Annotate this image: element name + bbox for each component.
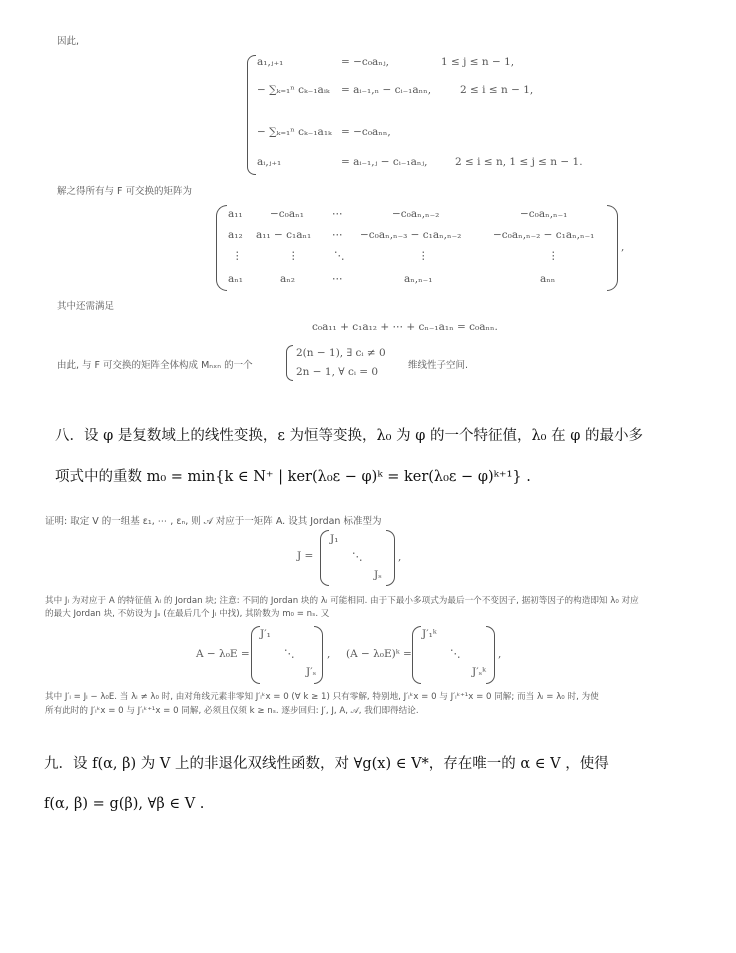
jordan-entry: Jₛ [374,569,382,581]
proof-8-para-2-line-1: 其中 Jᵢ 为对应于 A 的特征值 λᵢ 的 Jordan 块; 注意: 不同的 Jordan 块的 λᵢ 可能相同. 由于下最小多项式为最后一个不变因子, 据初等因子的构造即知 λ₀ 对应 [45,596,639,606]
matrix-cell: ⋮ [232,250,243,262]
eq-ak-lhs: (A − λ₀E)ᵏ = [346,648,412,660]
system-row-1-rhs: = −c₀aₙⱼ, [341,56,389,68]
problem-9-line-1: 九．设 f(α, β) 为 V 上的非退化双线性函数，对 ∀g(x) ∈ V*，存在唯一的 α ∈ V ，使得 [44,756,609,772]
system-row-3-rhs: = −c₀aₙₙ, [341,126,391,138]
eq-ak-left-paren [412,626,421,684]
system-row-2-rhs: = aᵢ₋₁,ₙ − cᵢ₋₁aₙₙ, [341,84,432,96]
system-row-3-lhs: − ∑ₖ₌₁ⁿ cₖ₋₁a₁ₖ [257,126,332,138]
problem-8-line-1: 八．设 φ 是复数域上的线性变换，ε 为恒等变换，λ₀ 为 φ 的一个特征值，λ₀ 在 φ 的最小多 [55,428,643,444]
matrix-cell: a₁₁ − c₁aₙ₁ [256,229,312,241]
dimension-case-1: 2(n − 1), ∃ cᵢ ≠ 0 [296,347,386,359]
matrix-cell: aₙ,ₙ₋₁ [404,273,433,285]
proof-8-para-3-line-1: 其中 J′ᵢ = Jᵢ − λ₀E. 当 λᵢ ≠ λ₀ 时, 由对角线元素非零知 J′ᵢᵏx = 0 (∀ k ≥ 1) 只有零解, 特别地, J′ᵢᵏx = 0 与 J′ᵢᵏ⁺¹x = 0 同解; 而当 λᵢ = λ₀ 时, 为使 [45,692,599,702]
matrix-cell: −c₀aₙ,ₙ₋₁ [520,208,568,220]
dimension-prefix: 由此, 与 F 可交换的矩阵全体构成 Mₙₓₙ 的一个 [57,360,253,371]
eq-ak-right-paren [486,626,495,684]
jordan-left-paren [320,530,329,586]
system-brace [247,55,256,175]
matrix-left-paren [216,205,227,291]
matrix-cell: aₙₙ [540,273,556,285]
system-row-2-lhs: − ∑ₖ₌₁ⁿ cₖ₋₁aᵢₖ [257,84,330,96]
system-row-4-rhs: = aᵢ₋₁,ⱼ − cᵢ₋₁aₙⱼ, [341,156,428,168]
matrix-cell: ⋮ [418,250,429,262]
matrix-right-paren [607,205,618,291]
eq-ak-entry: J′₁ᵏ [422,628,437,640]
jordan-entry: ⋱ [352,551,363,563]
matrix-cell: aₙ₁ [228,273,244,285]
extra-condition-text: 其中还需满足 [57,301,115,312]
jordan-lhs: J = [297,550,314,562]
eq-a-sep: , [327,648,331,660]
matrix-cell: a₁₂ [228,229,243,241]
jordan-tail: , [398,551,402,563]
dimension-suffix: 维线性子空间. [408,360,469,371]
matrix-cell: −c₀aₙ₁ [270,208,304,220]
matrix-cell: aₙ₂ [280,273,296,285]
proof-8-para-2-line-2: 的最大 Jordan 块, 不妨设为 Jₛ (在最后几个 Jᵢ 中找), 其阶数为 m₀ = nₛ. 又 [45,609,330,619]
eq-a-lhs: A − λ₀E = [196,648,250,660]
matrix-cell: −c₀aₙ,ₙ₋₃ − c₁aₙ,ₙ₋₂ [360,229,462,241]
matrix-cell: a₁₁ [228,208,243,220]
eq-a-entry: J′ₛ [306,666,317,678]
solve-text: 解之得所有与 F 可交换的矩阵为 [57,186,193,197]
proof-8-para-3-line-2: 所有此时的 J′ᵢᵏx = 0 与 J′ᵢᵏ⁺¹x = 0 同解, 必须且仅须 k ≥ nₛ. 逐步回归: J′, J, A, 𝒜, 我们即得结论. [45,706,419,716]
matrix-cell: ⋱ [334,250,345,262]
problem-9-line-2: f(α, β) = g(β), ∀β ∈ V . [44,796,205,812]
jordan-right-paren [386,530,395,586]
matrix-cell: ⋯ [332,273,343,285]
matrix-cell: ⋯ [332,229,343,241]
system-row-2-cond: 2 ≤ i ≤ n − 1, [460,84,534,96]
matrix-tail: , [621,241,625,253]
system-row-1-lhs: a₁,ⱼ₊₁ [257,56,284,68]
system-row-1-cond: 1 ≤ j ≤ n − 1, [441,56,515,68]
eq-a-entry: ⋱ [284,648,295,660]
matrix-cell: ⋮ [288,250,299,262]
problem-8-line-2: 项式中的重数 m₀ = min{k ∈ N⁺ | ker(λ₀ε − φ)ᵏ = ker(λ₀ε − φ)ᵏ⁺¹} . [55,469,531,485]
matrix-cell: −c₀aₙ,ₙ₋₂ [392,208,440,220]
system-row-4-cond: 2 ≤ i ≤ n, 1 ≤ j ≤ n − 1. [455,156,583,168]
system-row-4-lhs: aᵢ,ⱼ₊₁ [257,156,282,168]
eq-a-left-paren [251,626,260,684]
eq-ak-entry: ⋱ [450,648,461,660]
intro-text: 因此, [57,36,80,47]
proof-8-line-1: 证明: 取定 V 的一组基 ε₁, ⋯ , εₙ, 则 𝒜 对应于一矩阵 A. 设其 Jordan 标准型为 [45,516,382,527]
jordan-entry: J₁ [330,533,339,545]
dimension-brace [286,345,293,381]
dimension-case-2: 2n − 1, ∀ cᵢ = 0 [296,366,379,378]
matrix-cell: −c₀aₙ,ₙ₋₂ − c₁aₙ,ₙ₋₁ [493,229,595,241]
eq-ak-entry: J′ₛᵏ [472,666,486,678]
matrix-cell: ⋮ [548,250,559,262]
matrix-cell: ⋯ [332,208,343,220]
eq-a-entry: J′₁ [260,628,271,640]
eq-ak-tail: , [498,648,502,660]
condition-equation: c₀a₁₁ + c₁a₁₂ + ⋯ + cₙ₋₁a₁ₙ = c₀aₙₙ. [312,321,498,333]
